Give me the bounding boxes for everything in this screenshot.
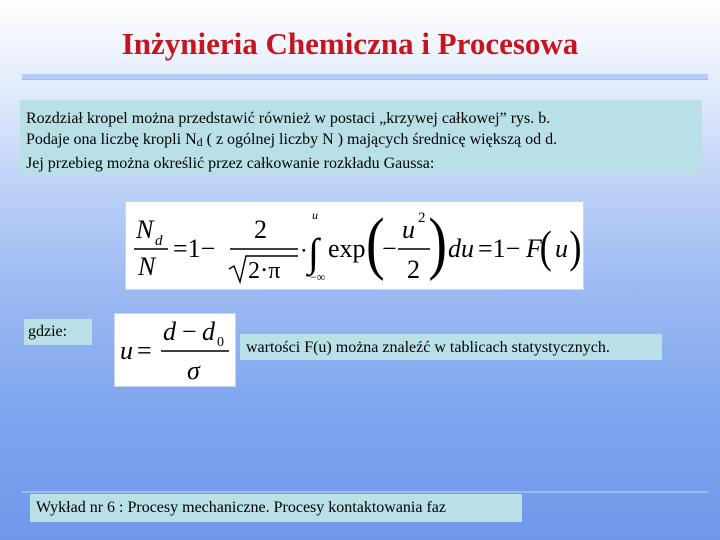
description-line-1: Rozdział kropel można przedstawić również w postaci „krzywej całkowej” rys. b. [26, 110, 551, 127]
f1-N-top: N [136, 215, 154, 244]
f2-minus: − [182, 317, 197, 346]
f1-u-numerator: u [402, 215, 415, 244]
u-formula-svg [115, 314, 235, 386]
f1-two-pi: 2⋅π [248, 258, 281, 284]
slide-title: Inżynieria Chemiczna i Procesowa [121, 26, 579, 61]
description-line-2 [26, 129, 696, 153]
footer-divider [22, 491, 708, 493]
f1-two-numerator: 2 [254, 215, 267, 244]
f1-N-bottom: N [138, 252, 156, 281]
nd-subscript: d [196, 135, 203, 149]
description-textbox [20, 100, 702, 174]
right-paren-icon: ) [428, 204, 448, 282]
f1-equals-one-minus-2: =1− [478, 234, 521, 263]
f2-d: d [163, 317, 176, 346]
f1-integral-upper: u [312, 208, 318, 222]
statistical-tables-note: wartości F(u) można znaleźć w tablicach statystycznych. [240, 334, 662, 360]
f1-u-power: 2 [418, 210, 426, 226]
line2-before: Podaje ona liczbę kropli N [26, 131, 197, 148]
f1-F-arg: u [555, 234, 568, 263]
f-right-paren-icon: ) [569, 222, 582, 274]
f1-F: F [526, 234, 542, 263]
f2-equals: = [137, 336, 152, 365]
u-definition-formula [114, 313, 236, 387]
f1-integral-lower: −∞ [310, 270, 326, 284]
f2-sigma: σ [187, 356, 200, 385]
f1-d-subscript: d [155, 233, 163, 249]
f1-equals-one-minus: =1− [173, 234, 216, 263]
gauss-formula-svg [126, 202, 583, 289]
left-paren-icon: ( [366, 204, 385, 282]
title-divider [22, 74, 708, 80]
f2-u: u [120, 336, 133, 365]
f1-dot: ⋅ [300, 238, 308, 263]
lecture-footer: Wykład nr 6 : Procesy mechaniczne. Procesy kontaktowania faz [30, 494, 522, 522]
f1-du: du [448, 234, 474, 263]
f-left-paren-icon: ( [539, 222, 552, 274]
f2-d0: d [202, 317, 215, 346]
line2-after: ( z ogólnej liczby N ) mających średnicę większą od d. [202, 131, 558, 148]
f1-minus: − [382, 234, 397, 263]
f2-zero-subscript: 0 [217, 335, 224, 350]
f1-two-denominator: 2 [407, 255, 420, 284]
gauss-integral-formula [125, 201, 584, 290]
integral-sign-icon: ∫ [308, 230, 319, 275]
description-line-3: Jej przebieg można określić przez całkowanie rozkładu Gaussa: [26, 155, 435, 172]
gdzie-label: gdzie: [24, 319, 92, 345]
f1-exp: exp [328, 234, 366, 263]
